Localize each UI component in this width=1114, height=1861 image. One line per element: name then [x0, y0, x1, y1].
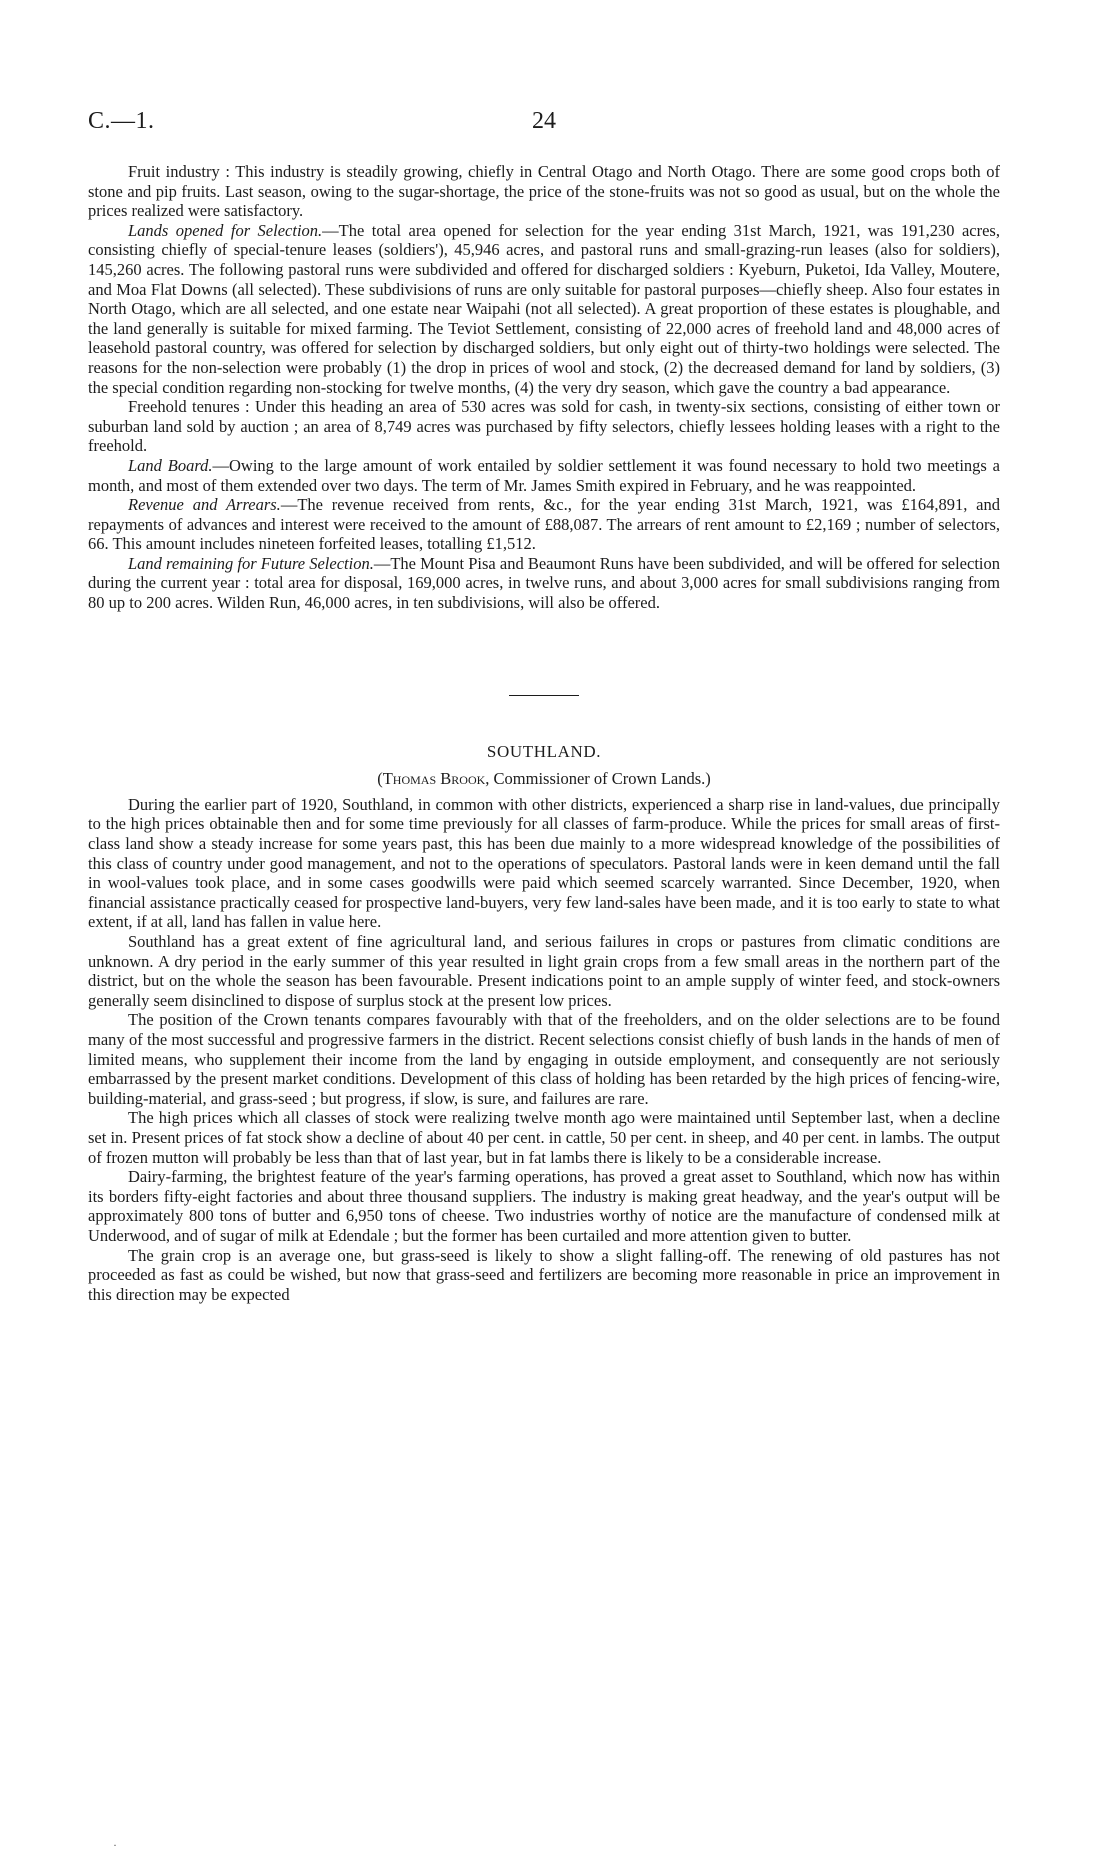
page-body — [88, 162, 1000, 1304]
paragraph-revenue-arrears — [88, 495, 1000, 554]
paragraph-future-selection — [88, 554, 1000, 613]
paragraph-lead: Lands opened for Selection. — [128, 220, 323, 240]
paragraph-text: —The total area opened for selection for the year ending 31st March, 1921, was 191,230 acres, consisting chiefly of special-tenure leases (soldiers'), 45,946 acres, and pastoral runs and small-grazing-run leases (also for soldiers), 145,260 acres. The following pastoral runs were subdivided and offered for discharged soldiers : Kyeburn, Puketoi, Ida Valley, Moutere, and Moa Flat Downs (all selected). These subdivisions of runs are only suitable for pastoral purposes—chiefly sheep. Also four estates in North Otago, which are all selected, and one estate near Waipahi (not all selected). A great proportion of these estates is ploughable, and the land generally is suitable for mixed farming. The Teviot Settlement, consisting of 22,000 acres of freehold land and 48,000 acres of leasehold pastoral country, was offered for selection by discharged soldiers, but only eight out of thirty-two holdings were selected. The reasons for the non-selection were probably (1) the drop in prices of wool and stock, (2) the decreased demand for land by soldiers, (3) the special condition regarding non-stocking for twelve months, (4) the very dry season, which gave the country a bad appearance. — [88, 220, 1000, 397]
paragraph-text: —Owing to the large amount of work entailed by soldier settlement it was found necessary to hold two meetings a month, and most of them extended over two days. The term of Mr. James Smith expired in February, and he was reappointed. — [88, 455, 1000, 495]
paragraph-text: —The revenue received from rents, &c., for the year ending 31st March, 1921, was £164,891, and repayments of advances and interest were received to the amount of £88,087. The arrears of rent amount to £2,169 ; number of selectors, 66. This amount includes nineteen forfeited leases, totalling £1,512. — [88, 495, 1000, 554]
paragraph-lands-opened — [88, 221, 1000, 397]
paragraph: The grain crop is an average one, but grass-seed is likely to show a slight falling-off. The renewing of old pastures has not proceeded as fast as could be wished, but now that grass-seed and fertilizers are becoming more reasonable in price an improvement in this direction may be expected — [88, 1245, 1000, 1304]
paragraph-text: —The Mount Pisa and Beaumont Runs have been subdivided, and will be offered for selection during the current year : total area for disposal, 169,000 acres, in twelve runs, and about 3,000 acres for small subdivisions ranging from 80 up to 200 acres. Wilden Run, 46,000 acres, in ten subdivisions, will also be offered. — [88, 553, 1000, 613]
document-reference: C.—1. — [88, 108, 155, 134]
paragraph: During the earlier part of 1920, Southland, in common with other districts, experienced a sharp rise in land-values, due principally to the high prices obtainable then and for some time previously for all classes of farm-produce. While the prices for small areas of first-class land show a steady increase for some years past, this has been due mainly to a more widespread knowledge of the possibilities of this class of country under good management, and not to the operations of speculators. Pastoral lands were in keen demand until the fall in wool-values took place, and in some cases goodwills were paid which seemed scarcely warranted. Since December, 1920, when financial assistance practically ceased for prospective land-buyers, very few land-sales have been made, and it is too early to state to what extent, if at all, land has fallen in value here. — [88, 794, 1000, 932]
paragraph-land-board — [88, 456, 1000, 495]
section-byline — [88, 769, 1000, 789]
paragraph: The high prices which all classes of stock were realizing twelve month ago were maintained until September last, when a decline set in. Present prices of fat stock show a decline of about 40 per cent. in cattle, 50 per cent. in sheep, and 40 per cent. in lambs. The output of frozen mutton will probably be less than that of last year, but in fat lambs there is likely to be a considerable increase. — [88, 1108, 1000, 1167]
paragraph-lead: Land Board. — [128, 455, 213, 475]
paragraph-fruit-industry — [88, 162, 1000, 221]
byline-open: ( — [377, 769, 383, 789]
stray-print-mark: · — [113, 1838, 117, 1852]
byline-name: Thomas Brook — [382, 769, 486, 789]
section-divider-rule — [509, 695, 579, 696]
paragraph: Dairy-farming, the brightest feature of the year's farming operations, has proved a great asset to Southland, which now has within its borders fifty-eight factories and about three thousand suppliers. The industry is making great headway, and the year's output will be approximately 800 tons of butter and 6,950 tons of cheese. Two industries worthy of notice are the manufacture of condensed milk at Underwood, and of sugar of milk at Edendale ; but the former has been curtailed and more attention given to butter. — [88, 1167, 1000, 1245]
otago-section — [88, 162, 1000, 613]
paragraph-freehold-tenures — [88, 397, 1000, 456]
paragraph-text: Fruit industry : This industry is steadily growing, chiefly in Central Otago and North Otago. There are some good crops both of stone and pip fruits. Last season, owing to the sugar-shortage, the price of the stone-fruits was not so good as usual, but on the whole the prices realized were satisfactory. — [88, 162, 1000, 221]
page-number: 24 — [532, 108, 556, 134]
paragraph: Southland has a great extent of fine agricultural land, and serious failures in crops or pastures from climatic conditions are unknown. A dry period in the early summer of this year resulted in light grain crops from a few small areas in the northern part of the district, but on the whole the season has been favourable. Present indications point to an ample supply of winter feed, and stock-owners generally seem disinclined to dispose of surplus stock at the present low prices. — [88, 932, 1000, 1010]
section-heading: SOUTHLAND. — [486, 741, 602, 761]
byline-rest: , Commissioner of Crown Lands.) — [485, 769, 711, 789]
southland-section — [88, 795, 1000, 1304]
paragraph-lead: Land remaining for Future Selection. — [128, 553, 374, 573]
running-head — [88, 108, 1000, 138]
paragraph-lead: Revenue and Arrears. — [128, 495, 281, 515]
paragraph-text: Freehold tenures : Under this heading an area of 530 acres was sold for cash, in twenty-six sections, consisting of either town or suburban land sold by auction ; an area of 8,749 acres was purchased by fifty selectors, chiefly lessees holding leases with a right to the freehold. — [88, 397, 1000, 456]
paragraph: The position of the Crown tenants compares favourably with that of the freeholders, and on the older selections are to be found many of the most successful and progressive farmers in the district. Recent selections consist chiefly of bush lands in the hands of men of limited means, who supplement their income from the land by engaging in outside employment, and consequently are not seriously embarrassed by the present market conditions. Development of this class of holding has been retarded by the high prices of fencing-wire, building-material, and grass-seed ; but progress, if slow, is sure, and failures are rare. — [88, 1010, 1000, 1108]
